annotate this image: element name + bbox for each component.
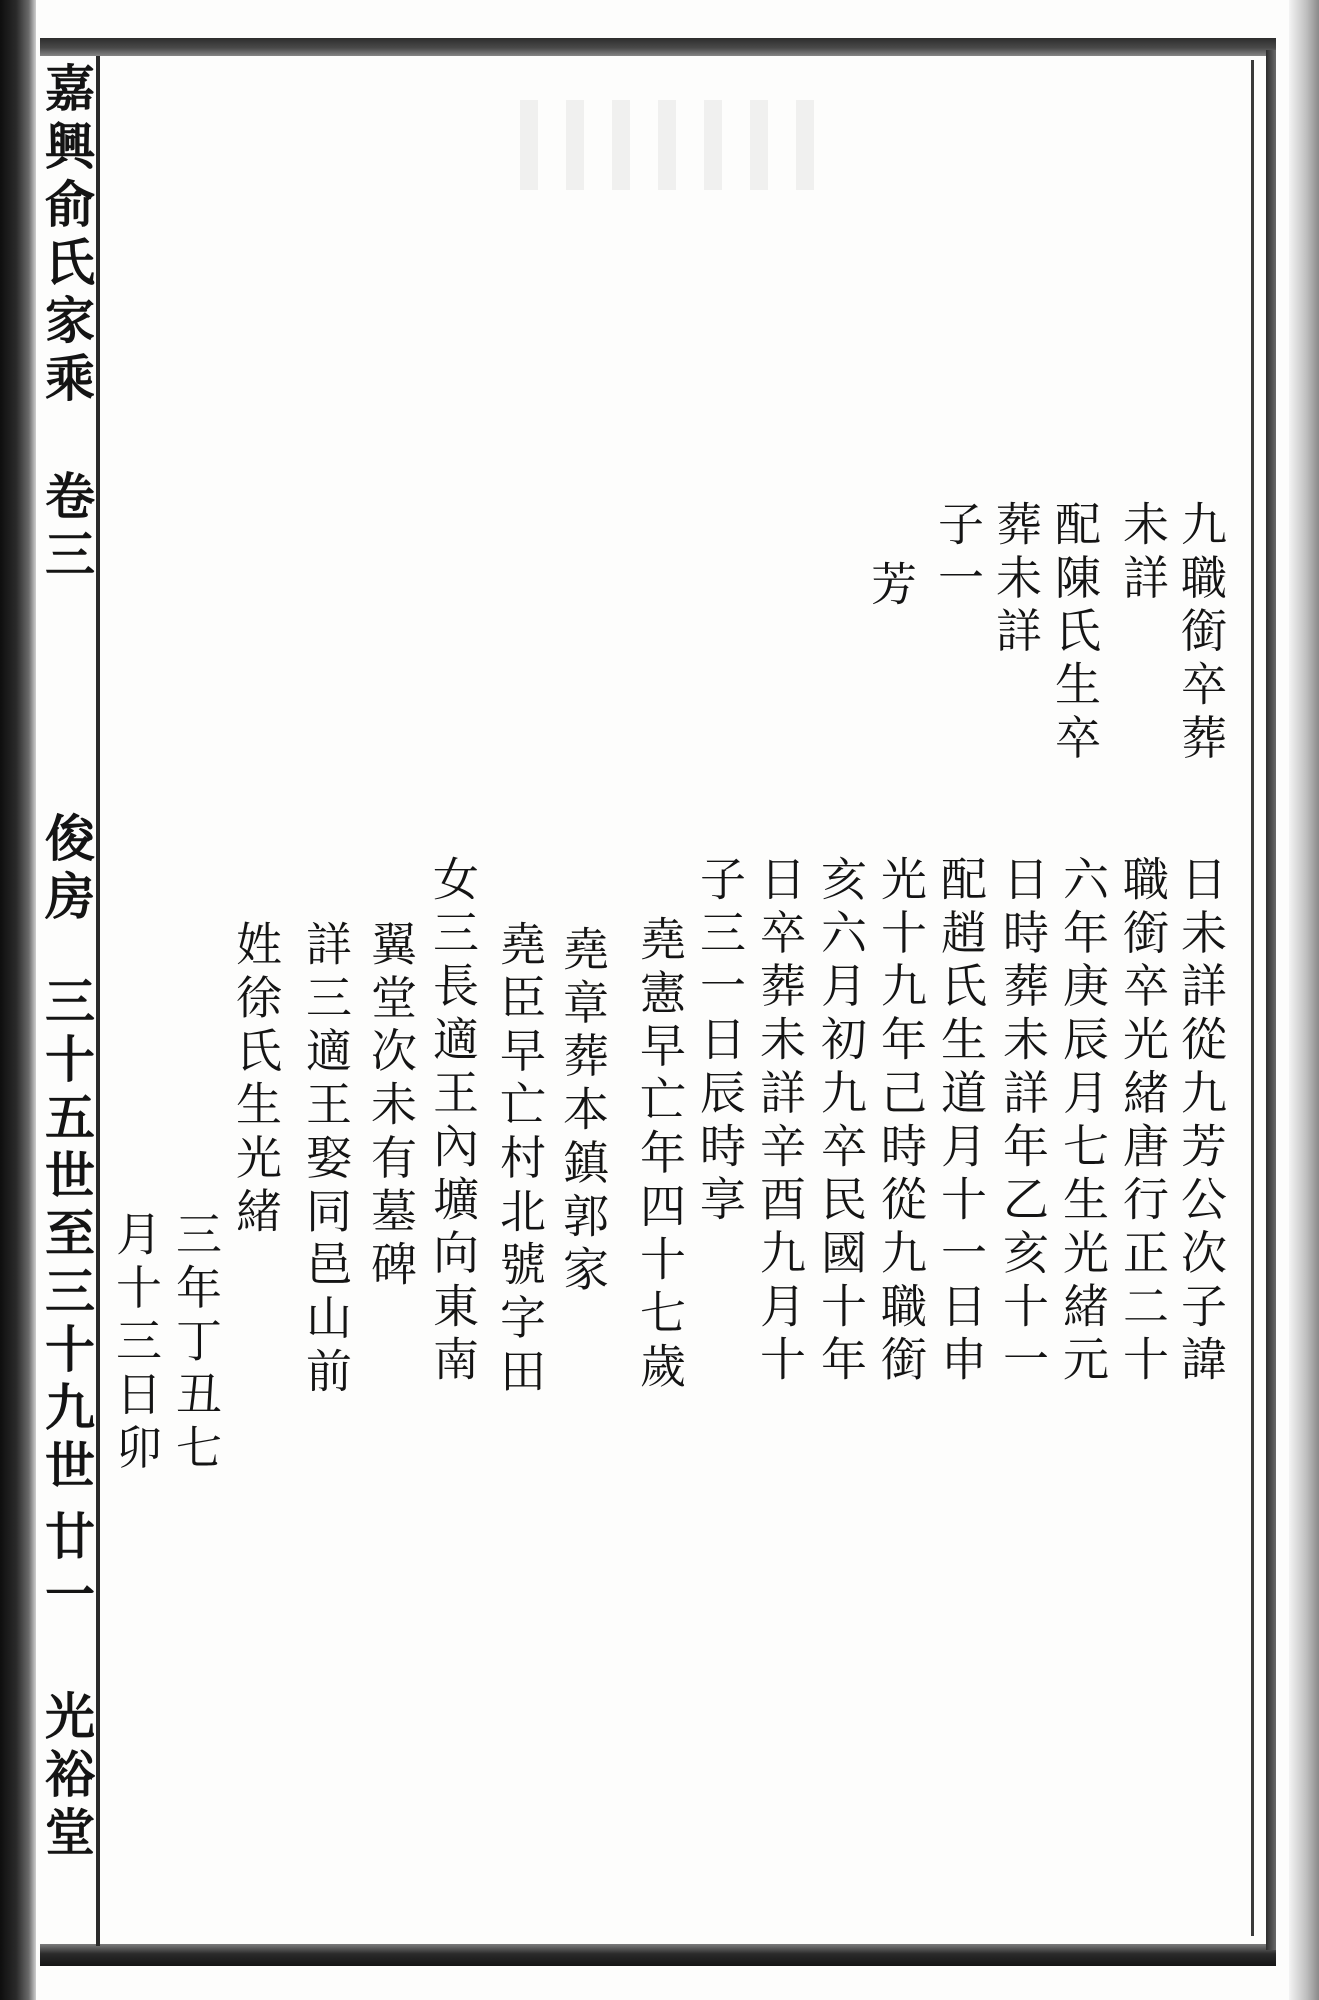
lower-column-3: 六年庚辰月七生光緒元 [1056,855,1110,1389]
frame-bottom-border [40,1944,1276,1966]
lower-column-2: 職銜卒光緒唐行正二十 [1116,855,1170,1389]
frame-right-border [1266,50,1276,1950]
margin-juan: 卷三 [37,470,96,586]
frame-inner-rule [1251,60,1254,1936]
lower-column-10: 堯憲早亡年四十七歲 [633,915,687,1396]
book-binding-edge [0,0,36,2000]
bleed-through-marks [520,100,840,190]
lower-column-5: 配趙氏生道月十一日申 [934,855,988,1389]
lower-column-14: 翼堂次未有墓碑 [364,920,418,1294]
frame-left-rule [96,56,100,1946]
page-edge-shadow [1289,0,1319,2000]
lower-column-18: 月十三日卯 [109,1210,163,1477]
lower-column-12: 堯臣早亡村北號字田 [493,920,547,1401]
margin-generations: 三十五世至三十九世 [37,975,96,1497]
lower-column-11: 堯章葬本鎮郭家 [556,925,610,1299]
margin-branch: 俊房 [37,812,96,928]
upper-column-2: 未詳 [1116,500,1170,607]
margin-hall-name: 光裕堂 [37,1690,96,1864]
lower-column-6: 光十九年己時從九職銜 [874,855,928,1389]
upper-column-3: 配陳氏生卒 [1048,500,1102,767]
lower-column-13: 女三長適王內壙向東南 [426,855,480,1389]
margin-book-title: 嘉興俞氏家乘 [37,62,96,410]
lower-column-9: 子三一日辰時享 [693,855,747,1229]
lower-column-8: 日卒葬未詳辛酉九月十 [753,855,807,1389]
frame-top-border [40,38,1276,56]
upper-column-1: 九職銜卒葬 [1174,500,1228,767]
lower-column-16: 姓徐氏生光緒 [229,920,283,1241]
lower-column-17: 三年丁丑七 [169,1210,223,1477]
upper-column-6: 芳 [864,560,918,614]
lower-column-7: 亥六月初九卒民國十年 [814,855,868,1389]
margin-page-number: 廿一 [37,1510,96,1626]
upper-column-5: 子一 [931,500,985,607]
lower-column-1: 日未詳從九芳公次子諱 [1174,855,1228,1389]
lower-column-15: 詳三適王娶同邑山前 [299,920,353,1401]
upper-column-4: 葬未詳 [989,500,1043,661]
lower-column-4: 日時葬未詳年乙亥十一 [996,855,1050,1389]
